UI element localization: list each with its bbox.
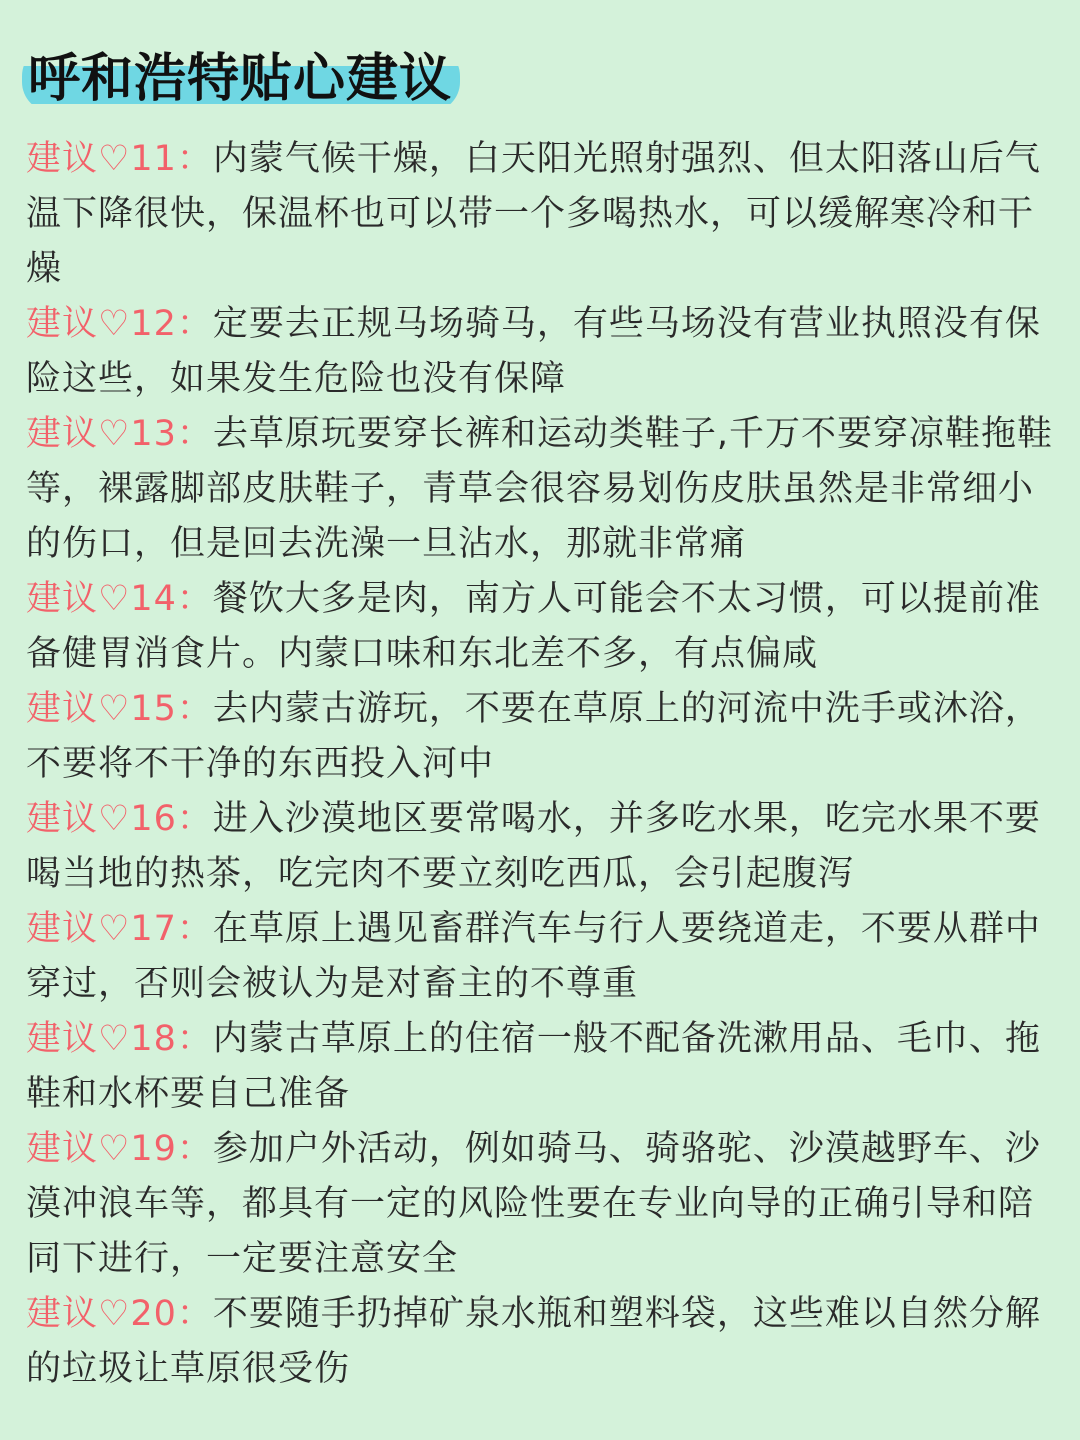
- tip-item: [26, 682, 1062, 792]
- tip-item: [26, 1287, 1062, 1397]
- tip-label: 建议♡12：: [26, 304, 213, 344]
- tip-item: [26, 792, 1062, 902]
- tip-text: 定要去正规马场骑马，有些马场没有营业执照没有保险这些，如果发生危险也没有保障: [26, 304, 1041, 399]
- tips-list: [26, 132, 1062, 1397]
- tip-text: 去内蒙古游玩，不要在草原上的河流中洗手或沐浴，不要将不干净的东西投入河中: [26, 689, 1041, 784]
- tip-text: 在草原上遇见畜群汽车与行人要绕道走，不要从群中穿过，否则会被认为是对畜主的不尊重: [26, 909, 1041, 1004]
- tip-text: 去草原玩要穿长裤和运动类鞋子,千万不要穿凉鞋拖鞋等，裸露脚部皮肤鞋子，青草会很容易划伤皮肤虽然是非常细小的伤口，但是回去洗澡一旦沾水，那就非常痛: [26, 414, 1054, 564]
- title-banner: [22, 46, 460, 112]
- tip-text: 参加户外活动，例如骑马、骑骆驼、沙漠越野车、沙漠冲浪车等，都具有一定的风险性要在专业向导的正确引导和陪同下进行，一定要注意安全: [26, 1129, 1041, 1279]
- tip-text: 内蒙气候干燥，白天阳光照射强烈、但太阳落山后气温下降很快，保温杯也可以带一个多喝热水，可以缓解寒冷和干燥: [26, 139, 1041, 289]
- tip-label: 建议♡20：: [26, 1294, 213, 1334]
- tip-text: 餐饮大多是肉，南方人可能会不太习惯，可以提前准备健胃消食片。内蒙口味和东北差不多，有点偏咸: [26, 579, 1041, 674]
- tip-label: 建议♡16：: [26, 799, 213, 839]
- tip-text: 进入沙漠地区要常喝水，并多吃水果，吃完水果不要喝当地的热茶，吃完肉不要立刻吃西瓜，会引起腹泻: [26, 799, 1041, 894]
- tip-item: [26, 1012, 1062, 1122]
- tip-item: [26, 572, 1062, 682]
- tip-label: 建议♡15：: [26, 689, 213, 729]
- tip-item: [26, 132, 1062, 297]
- tip-item: [26, 407, 1062, 572]
- tip-item: [26, 297, 1062, 407]
- tip-label: 建议♡13：: [26, 414, 213, 454]
- tip-item: [26, 1122, 1062, 1287]
- tip-label: 建议♡11：: [26, 139, 213, 179]
- tip-label: 建议♡14：: [26, 579, 213, 619]
- tip-item: [26, 902, 1062, 1012]
- tip-text: 内蒙古草原上的住宿一般不配备洗漱用品、毛巾、拖鞋和水杯要自己准备: [26, 1019, 1041, 1114]
- page-title: 呼和浩特贴心建议: [22, 46, 460, 112]
- tip-text: 不要随手扔掉矿泉水瓶和塑料袋，这些难以自然分解的垃圾让草原很受伤: [26, 1294, 1041, 1389]
- tip-label: 建议♡18：: [26, 1019, 213, 1059]
- tip-label: 建议♡17：: [26, 909, 213, 949]
- tip-label: 建议♡19：: [26, 1129, 213, 1169]
